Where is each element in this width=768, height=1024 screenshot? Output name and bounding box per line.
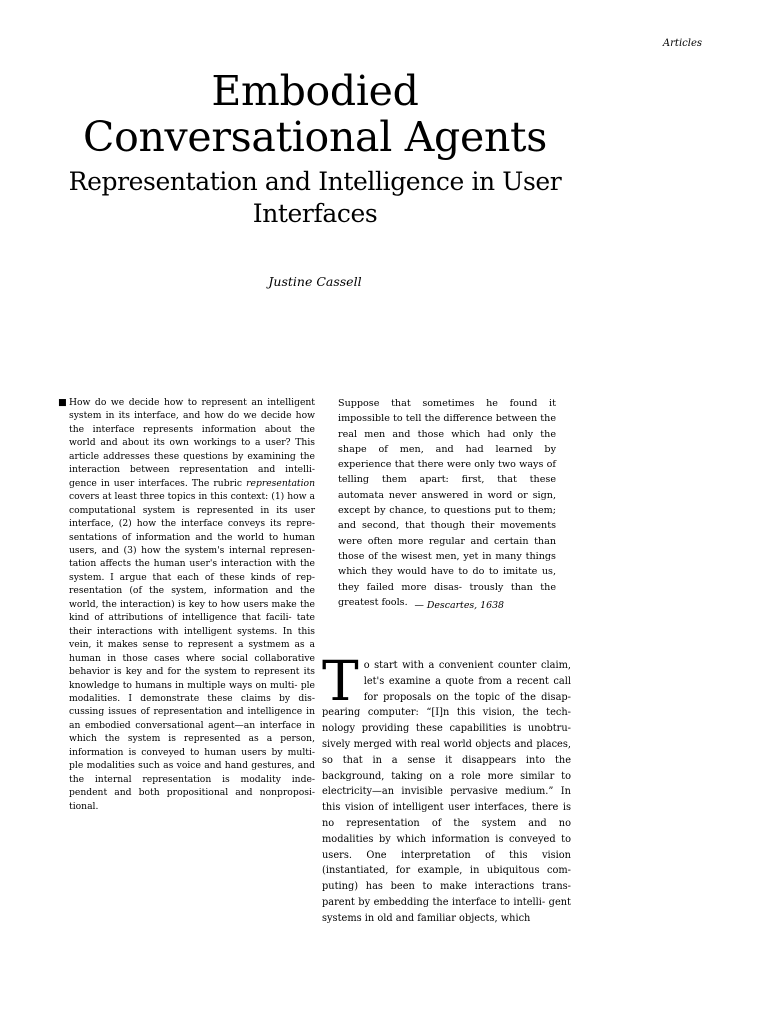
epigraph-quote: Suppose that sometimes he found it impossible to tell the difference between the real men and those which had only the shape of men, and had learned by experience that there were only two ways of telling them apart: first, that these automata never answered in word or sign, except by chance, to questions put to them; and second, that though their movements were often more regular and certain than those of the wisest men, yet in many things which they would have to do to imitate us, they failed more disas- trously than the greatest fools.: [338, 398, 556, 608]
section-label: Articles: [662, 38, 702, 49]
author-name: Justine Cassell: [268, 274, 362, 289]
body-paragraph: [322, 649, 571, 927]
abstract: [58, 396, 315, 813]
article-title: Embodied Conversational Agents: [83, 67, 547, 161]
abstract-text-part1: How do we decide how to represent an intelligent system in its interface, and how do we decide how the interface represents information about the world and about its own workings to a user? This article addresses these questions by examining the interaction between representation and intelli- gence in user interfaces. The rubric: [69, 397, 315, 489]
abstract-emphasis: representation: [246, 477, 315, 489]
body-text: o start with a convenient counter claim, let's examine a quote from a recent call for proposals on the topic of the disap- pearing computer: “[I]n this vision, the tech- nology providing these capabilities is unobtru- sively merged with real world objects and places, so that in a sense it disappears into the background, taking on a role more similar to electricity—an invisible pervasive medium.” In this vision of intelligent user interfaces, there is no representation of the system and no modalities by which information is conveyed to users. One interpretation of this vision (instantiated, for example, in ubiquitous com- puting) has been to make interactions trans- parent by embedding the interface to intelli- gent systems in old and familiar objects, which: [322, 660, 571, 924]
drop-cap: T: [322, 649, 359, 713]
abstract-text-part2: covers at least three topics in this context: (1) how a computational system is represented in its user interface, (2) how the interface conveys its repre- sentations of information and the world to human users, and (3) how the system's internal represen- tation affects the human user's interaction with the system. I argue that each of these kinds of rep- resentation (of the system, information and the world, the interaction) is key to how users make the kind of attributions of intelligence that facili- tate their interactions with intelligent systems. In this vein, it makes sense to represent a systmem as a human in those cases where social collaborative behavior is key and for the system to represent its knowledge to humans in multiple ways on multi- ple modalities. I demonstrate these claims by dis- cussing issues of representation and intelligence in an embodied conversational agent—an interface in which the system is represented as a person, information is conveyed to human users by multi- ple modalities such as voice and hand gestures, and the internal representation is modality inde- pendent and both propositional and nonproposi- tional.: [69, 491, 315, 812]
abstract-bullet-icon: ■: [58, 397, 67, 408]
epigraph-source: — Descartes, 1638: [414, 600, 504, 611]
article-subtitle: Representation and Intelligence in User Interfaces: [68, 167, 562, 228]
